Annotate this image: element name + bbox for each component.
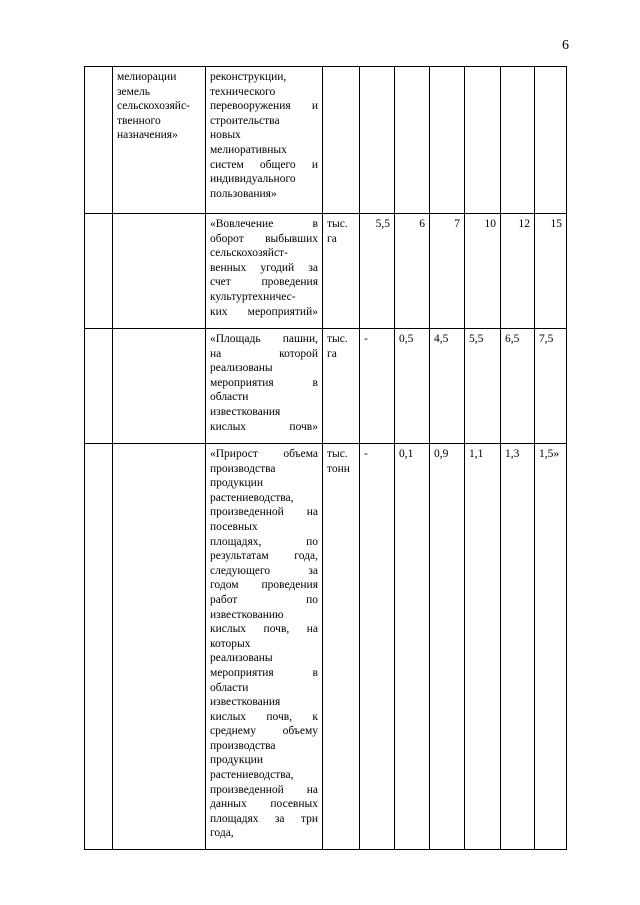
indicator-line: кислых почв, к — [210, 710, 318, 723]
indicator-line: работ по — [210, 593, 318, 606]
page-number: 6 — [562, 38, 569, 53]
indicator-line: кислых почв» — [210, 420, 318, 433]
indicator-line: площадях, по — [210, 535, 318, 548]
indicator-line: растениеводства, — [210, 769, 294, 782]
indicator-cell — [206, 444, 323, 850]
indicator-line: года, — [210, 827, 234, 840]
indicator-line: известкованию — [210, 608, 284, 621]
indicator-line: счет проведения — [210, 276, 318, 289]
number-cell — [85, 329, 113, 444]
indicator-line: культуртехничес- — [210, 290, 296, 303]
indicator-line: на которой — [210, 347, 318, 360]
indicators-table — [84, 66, 567, 850]
value-cell: - — [360, 329, 395, 444]
program-name-line: земель — [117, 85, 151, 98]
indicator-line: которых — [210, 637, 251, 650]
number-cell — [85, 67, 113, 214]
indicator-line: перевооружения и — [210, 100, 318, 113]
indicator-line: сельскохозяйст- — [210, 247, 288, 260]
indicator-line: новых — [210, 129, 241, 142]
indicator-line: продукции — [210, 477, 263, 490]
program-name-cell — [113, 444, 206, 850]
value-cell: 4,5 — [430, 329, 465, 444]
value-cell — [501, 67, 535, 214]
indicator-line: кислых почв, на — [210, 623, 318, 636]
indicator-line: реализованы — [210, 652, 273, 665]
indicator-line: строительства — [210, 114, 280, 127]
value-cell: 1,5» — [535, 444, 567, 850]
program-name-line: назначения» — [117, 129, 178, 142]
unit-cell — [323, 67, 360, 214]
value-cell: 0,5 — [395, 329, 430, 444]
program-name-line: твенного — [117, 114, 161, 127]
value-cell: 0,1 — [395, 444, 430, 850]
indicator-line: ких мероприятий» — [210, 305, 318, 318]
indicator-line: систем общего и — [210, 158, 318, 171]
indicator-line: данных посевных — [210, 798, 318, 811]
value-cell: 12 — [501, 214, 535, 329]
program-name-line: сельскохозяйс- — [117, 100, 190, 113]
indicator-line: известкования — [210, 696, 281, 709]
value-cell — [535, 67, 567, 214]
unit-cell: тыс. га — [323, 329, 360, 444]
indicator-line: растениеводства, — [210, 491, 294, 504]
indicator-line: произведенной на — [210, 783, 318, 796]
value-cell: 1,3 — [501, 444, 535, 850]
indicator-line: «Площадь пашни, — [210, 333, 318, 345]
value-cell: 10 — [465, 214, 501, 329]
program-name-cell — [113, 67, 206, 214]
indicator-line: годом проведения — [210, 579, 318, 592]
value-cell: 5,5 — [360, 214, 395, 329]
value-cell: 7 — [430, 214, 465, 329]
value-cell — [430, 67, 465, 214]
indicator-line: оборот выбывших — [210, 232, 318, 245]
indicator-line: реализованы — [210, 362, 273, 375]
indicator-line: технического — [210, 85, 276, 98]
program-name-line: мелиорации — [117, 71, 177, 83]
indicator-line: мероприятия в — [210, 666, 318, 679]
unit-cell: тыс. тонн — [323, 444, 360, 850]
value-cell: 1,1 — [465, 444, 501, 850]
table-row — [85, 67, 567, 214]
value-cell — [360, 67, 395, 214]
value-cell — [465, 67, 501, 214]
indicator-line: среднему объему — [210, 725, 318, 738]
program-name-cell — [113, 329, 206, 444]
value-cell: 7,5 — [535, 329, 567, 444]
indicator-line: индивидуального — [210, 173, 296, 186]
indicator-line: произведенной на — [210, 506, 318, 519]
value-cell: - — [360, 444, 395, 850]
indicator-cell — [206, 329, 323, 444]
indicator-line: «Прирост объема — [210, 448, 318, 460]
value-cell: 6 — [395, 214, 430, 329]
indicator-line: площадях за три — [210, 812, 318, 825]
value-cell: 5,5 — [465, 329, 501, 444]
indicator-line: известкования — [210, 405, 281, 418]
indicator-line: области — [210, 391, 249, 404]
indicator-line: пользования» — [210, 187, 277, 200]
indicator-line: мелиоративных — [210, 143, 287, 156]
indicator-line: производства — [210, 739, 276, 752]
program-name-cell — [113, 214, 206, 329]
indicator-line: результатам года, — [210, 550, 318, 563]
indicator-line: реконструкции, — [210, 71, 287, 83]
indicator-line: мероприятия в — [210, 376, 318, 389]
value-cell — [395, 67, 430, 214]
value-cell: 6,5 — [501, 329, 535, 444]
number-cell — [85, 214, 113, 329]
table-row — [85, 329, 567, 444]
indicator-line: области — [210, 681, 249, 694]
indicator-cell — [206, 214, 323, 329]
indicator-line: продукции — [210, 754, 263, 767]
indicator-line: венных угодий за — [210, 261, 318, 274]
unit-cell: тыс. га — [323, 214, 360, 329]
indicator-line: «Вовлечение в — [210, 218, 318, 230]
value-cell: 15 — [535, 214, 567, 329]
number-cell — [85, 444, 113, 850]
table-row — [85, 444, 567, 850]
indicator-line: следующего за — [210, 564, 318, 577]
indicator-cell — [206, 67, 323, 214]
indicator-line: производства — [210, 462, 276, 475]
table-row — [85, 214, 567, 329]
indicator-line: посевных — [210, 520, 258, 533]
value-cell: 0,9 — [430, 444, 465, 850]
